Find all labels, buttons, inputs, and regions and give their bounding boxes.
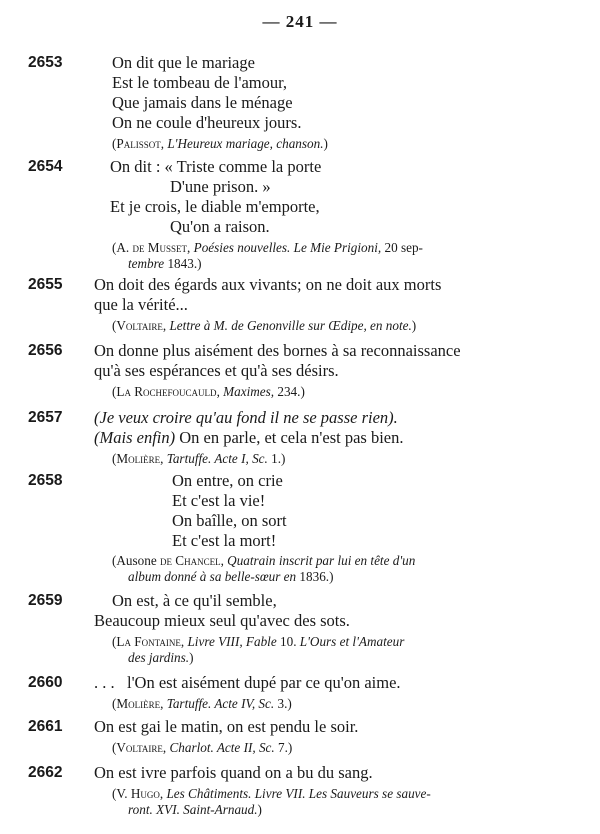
entry-number: 2653 xyxy=(28,54,63,71)
source-citation: (Voltaire, Charlot. Acte II, Sc. 7.) xyxy=(112,740,293,755)
source-citation-continued: tembre 1843.) xyxy=(128,256,202,271)
quote-line: que la vérité... xyxy=(94,295,188,314)
quote-line: Que jamais dans le ménage xyxy=(112,93,293,112)
entry-number: 2662 xyxy=(28,764,63,781)
quote-line: On est, à ce qu'il semble, xyxy=(112,591,277,610)
quote-line: Et c'est la mort! xyxy=(172,531,277,550)
quote-line: D'une prison. » xyxy=(170,177,271,196)
entry-number: 2661 xyxy=(28,718,63,735)
source-citation: (V. Hugo, Les Châtiments. Livre VII. Les Sauveurs se sauve- xyxy=(112,786,431,801)
quote-line: On entre, on crie xyxy=(172,471,283,490)
quote-line: . . . l'On est aisément dupé par ce qu'on aime. xyxy=(94,673,401,692)
source-citation: (La Rochefoucauld, Maximes, 234.) xyxy=(112,384,305,399)
quote-line: On est ivre parfois quand on a bu du sang. xyxy=(94,763,373,782)
entry-number: 2659 xyxy=(28,592,63,609)
entry-number: 2656 xyxy=(28,342,63,359)
source-citation-continued: album donné à sa belle-sœur en 1836.) xyxy=(128,569,334,584)
page-number: — 241 — xyxy=(262,12,338,31)
quote-line: On ne coule d'heureux jours. xyxy=(112,113,302,132)
quote-line: On doit des égards aux vivants; on ne doit aux morts xyxy=(94,275,442,294)
source-citation: (Palissot, L'Heureux mariage, chanson.) xyxy=(112,136,328,151)
source-citation: (La Fontaine, Livre VIII, Fable 10. L'Ours et l'Amateur xyxy=(112,634,405,649)
quote-line: On est gai le matin, on est pendu le soir. xyxy=(94,717,359,736)
source-citation: (Molière, Tartuffe. Acte I, Sc. 1.) xyxy=(112,451,286,466)
source-citation-continued: ront. XVI. Saint-Arnaud.) xyxy=(128,802,262,817)
quote-line: Qu'on a raison. xyxy=(170,217,270,236)
entry-number: 2660 xyxy=(28,674,63,691)
quote-line: On baîlle, on sort xyxy=(172,511,287,530)
quote-line: qu'à ses espérances et qu'à ses désirs. xyxy=(94,361,339,380)
quote-line: Et je crois, le diable m'emporte, xyxy=(110,197,320,216)
entry-number: 2655 xyxy=(28,276,63,293)
quote-line: Et c'est la vie! xyxy=(172,491,266,510)
source-citation: (Voltaire, Lettre à M. de Genonville sur Œdipe, en note.) xyxy=(112,318,417,333)
quote-line: Beaucoup mieux seul qu'avec des sots. xyxy=(94,611,350,630)
quote-line: On donne plus aisément des bornes à sa reconnaissance xyxy=(94,341,461,360)
source-citation: (Molière, Tartuffe. Acte IV, Sc. 3.) xyxy=(112,696,292,711)
quote-line: On dit que le mariage xyxy=(112,53,255,72)
quote-line: (Je veux croire qu'au fond il ne se passe rien). xyxy=(94,408,398,427)
entry-number: 2654 xyxy=(28,158,63,175)
source-citation: (A. de Musset, Poésies nouvelles. Le Mie Prigioni, 20 sep- xyxy=(112,240,423,255)
source-citation-continued: des jardins.) xyxy=(128,650,194,665)
entry-number: 2658 xyxy=(28,472,63,489)
quote-line: Est le tombeau de l'amour, xyxy=(112,73,288,92)
source-citation: (Ausone de Chancel, Quatrain inscrit par lui en tête d'un xyxy=(112,553,416,568)
quote-line: On dit : « Triste comme la porte xyxy=(110,157,322,176)
entry-number: 2657 xyxy=(28,409,63,426)
quote-line: (Mais enfin) On en parle, et cela n'est pas bien. xyxy=(94,428,404,447)
